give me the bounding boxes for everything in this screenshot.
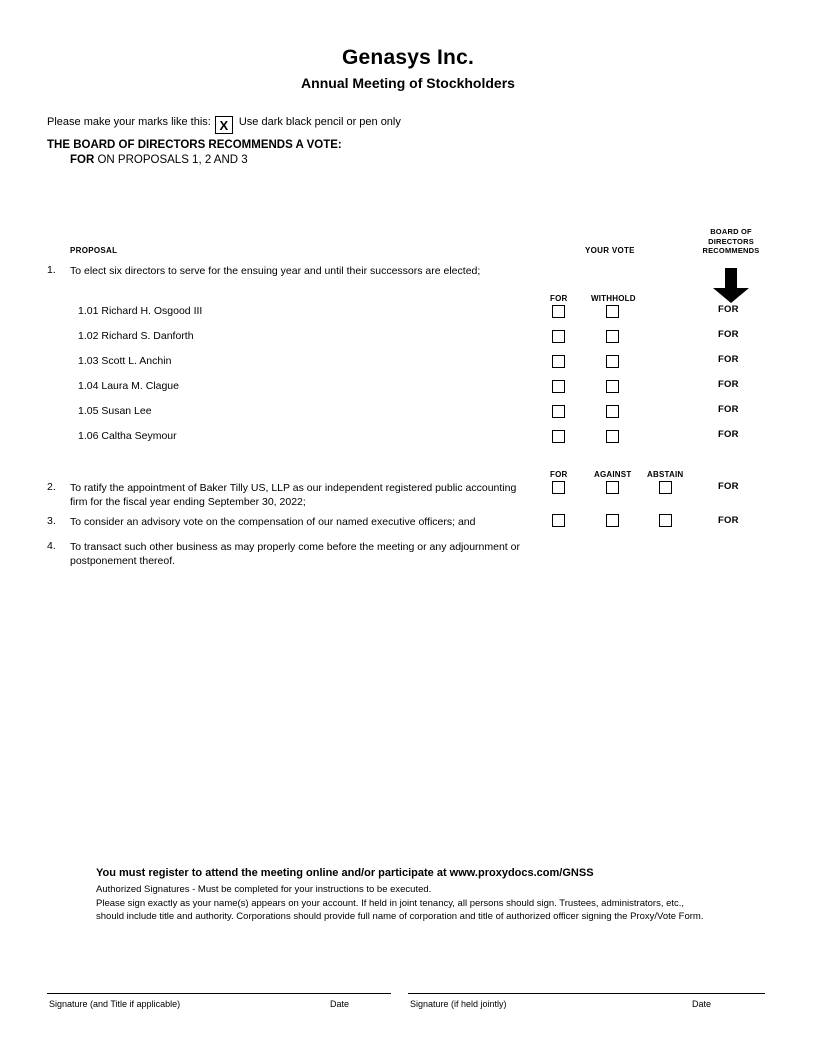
checkbox-proposal-2-abstain[interactable] [659,481,672,494]
proposal-1-number: 1. [47,264,56,276]
director-row-1-05 [78,405,152,417]
signature-line-2 [408,993,765,994]
vote-header-against: AGAINST [594,470,632,479]
proposal-4-number: 4. [47,540,56,552]
checkbox-director-1-03-withhold[interactable] [606,355,619,368]
proposal-4-text: To transact such other business as may properly come before the meeting or any adjournment or postponement thereof. [70,541,520,567]
checkbox-director-1-01-for[interactable] [552,305,565,318]
mark-example-box: X [215,116,233,134]
checkbox-director-1-06-withhold[interactable] [606,430,619,443]
director-1-02-id: 1.02 [78,330,99,342]
checkbox-director-1-02-for[interactable] [552,330,565,343]
proposal-3-text: To consider an advisory vote on the compensation of our named executive officers; and [70,516,476,528]
director-1-04-name: Laura M. Clague [101,380,179,392]
checkbox-director-1-06-for[interactable] [552,430,565,443]
register-notice: You must register to attend the meeting online and/or participate at www.proxydocs.com/GNSS [96,867,594,879]
mark-instruction-prefix: Please make your marks like this: [47,116,211,128]
board-recommends-detail [70,154,248,166]
director-row-1-06 [78,430,177,442]
recommendation-proposal-2: FOR [718,481,739,492]
director-row-1-03 [78,355,171,367]
recommendation-director-1-03: FOR [718,354,739,365]
recommendation-proposal-3: FOR [718,515,739,526]
director-1-03-name: Scott L. Anchin [101,355,172,367]
board-rec-head-line3: RECOMMENDS [702,246,760,255]
checkbox-proposal-3-abstain[interactable] [659,514,672,527]
column-header-board-recommends [688,227,774,256]
vote-header-for-directors: FOR [550,294,568,303]
date-label-2: Date [692,999,712,1009]
vote-header-withhold: WITHHOLD [591,294,636,303]
board-rec-head-line2: DIRECTORS [708,236,754,246]
company-title: Genasys Inc. [342,46,474,69]
checkbox-proposal-3-against[interactable] [606,514,619,527]
board-recommends-detail-bold: FOR [70,154,95,166]
director-row-1-01 [78,305,202,317]
director-1-06-id: 1.06 [78,430,99,442]
vote-header-for-proposals: FOR [550,470,568,479]
director-1-01-name: Richard H. Osgood III [101,305,203,317]
director-1-05-id: 1.05 [78,405,99,417]
board-recommends-detail-rest: ON PROPOSALS 1, 2 AND 3 [94,154,248,166]
signature-label-2: Signature (if held jointly) [410,999,507,1009]
director-1-04-id: 1.04 [78,380,99,392]
recommendation-director-1-04: FOR [718,379,739,390]
proposal-1-text: To elect six directors to serve for the ensuing year and until their successors are elected; [70,265,481,277]
director-1-01-id: 1.01 [78,305,99,317]
signing-instructions: Please sign exactly as your name(s) appears on your account. If held in joint tenancy, all persons should sign. Trustees, administrators, etc., should include title and authority. Corporations should provide full name of corporation and title of authorized officer signing the Proxy/Vote Form. [96,898,704,923]
checkbox-proposal-3-for[interactable] [552,514,565,527]
authorized-signatures-note: Authorized Signatures - Must be completed for your instructions to be executed. [96,884,432,895]
signature-line-1 [47,993,391,994]
vote-header-abstain: ABSTAIN [647,470,684,479]
board-rec-head-line1: BOARD OF [710,227,752,236]
director-1-03-id: 1.03 [78,355,99,367]
recommendation-director-1-02: FOR [718,329,739,340]
column-header-your-vote: YOUR VOTE [585,246,635,255]
proposal-3-number: 3. [47,515,56,527]
checkbox-director-1-02-withhold[interactable] [606,330,619,343]
signature-label-1: Signature (and Title if applicable) [49,999,181,1009]
checkbox-director-1-05-withhold[interactable] [606,405,619,418]
proposal-2-number: 2. [47,481,56,493]
mark-instruction-suffix: Use dark black pencil or pen only [238,116,401,128]
marking-instructions [47,116,401,134]
recommendation-director-1-06: FOR [718,429,739,440]
checkbox-proposal-2-for[interactable] [552,481,565,494]
down-arrow-icon [712,268,750,304]
director-row-1-04 [78,380,179,392]
checkbox-director-1-05-for[interactable] [552,405,565,418]
director-row-1-02 [78,330,194,342]
column-header-proposal: PROPOSAL [70,246,118,255]
director-1-02-name: Richard S. Danforth [101,330,194,342]
checkbox-director-1-04-for[interactable] [552,380,565,393]
meeting-subtitle: Annual Meeting of Stockholders [301,75,515,91]
checkbox-director-1-04-withhold[interactable] [606,380,619,393]
recommendation-director-1-05: FOR [718,404,739,415]
director-1-05-name: Susan Lee [101,405,152,417]
board-recommends-heading: THE BOARD OF DIRECTORS RECOMMENDS A VOTE: [47,139,342,151]
proposal-2-text: To ratify the appointment of Baker Tilly US, LLP as our independent registered public accounting firm for the fiscal year ending September 30, 2022; [70,482,517,508]
checkbox-director-1-01-withhold[interactable] [606,305,619,318]
checkbox-proposal-2-against[interactable] [606,481,619,494]
recommendation-director-1-01: FOR [718,304,739,315]
director-1-06-name: Caltha Seymour [101,430,177,442]
checkbox-director-1-03-for[interactable] [552,355,565,368]
date-label-1: Date [330,999,350,1009]
